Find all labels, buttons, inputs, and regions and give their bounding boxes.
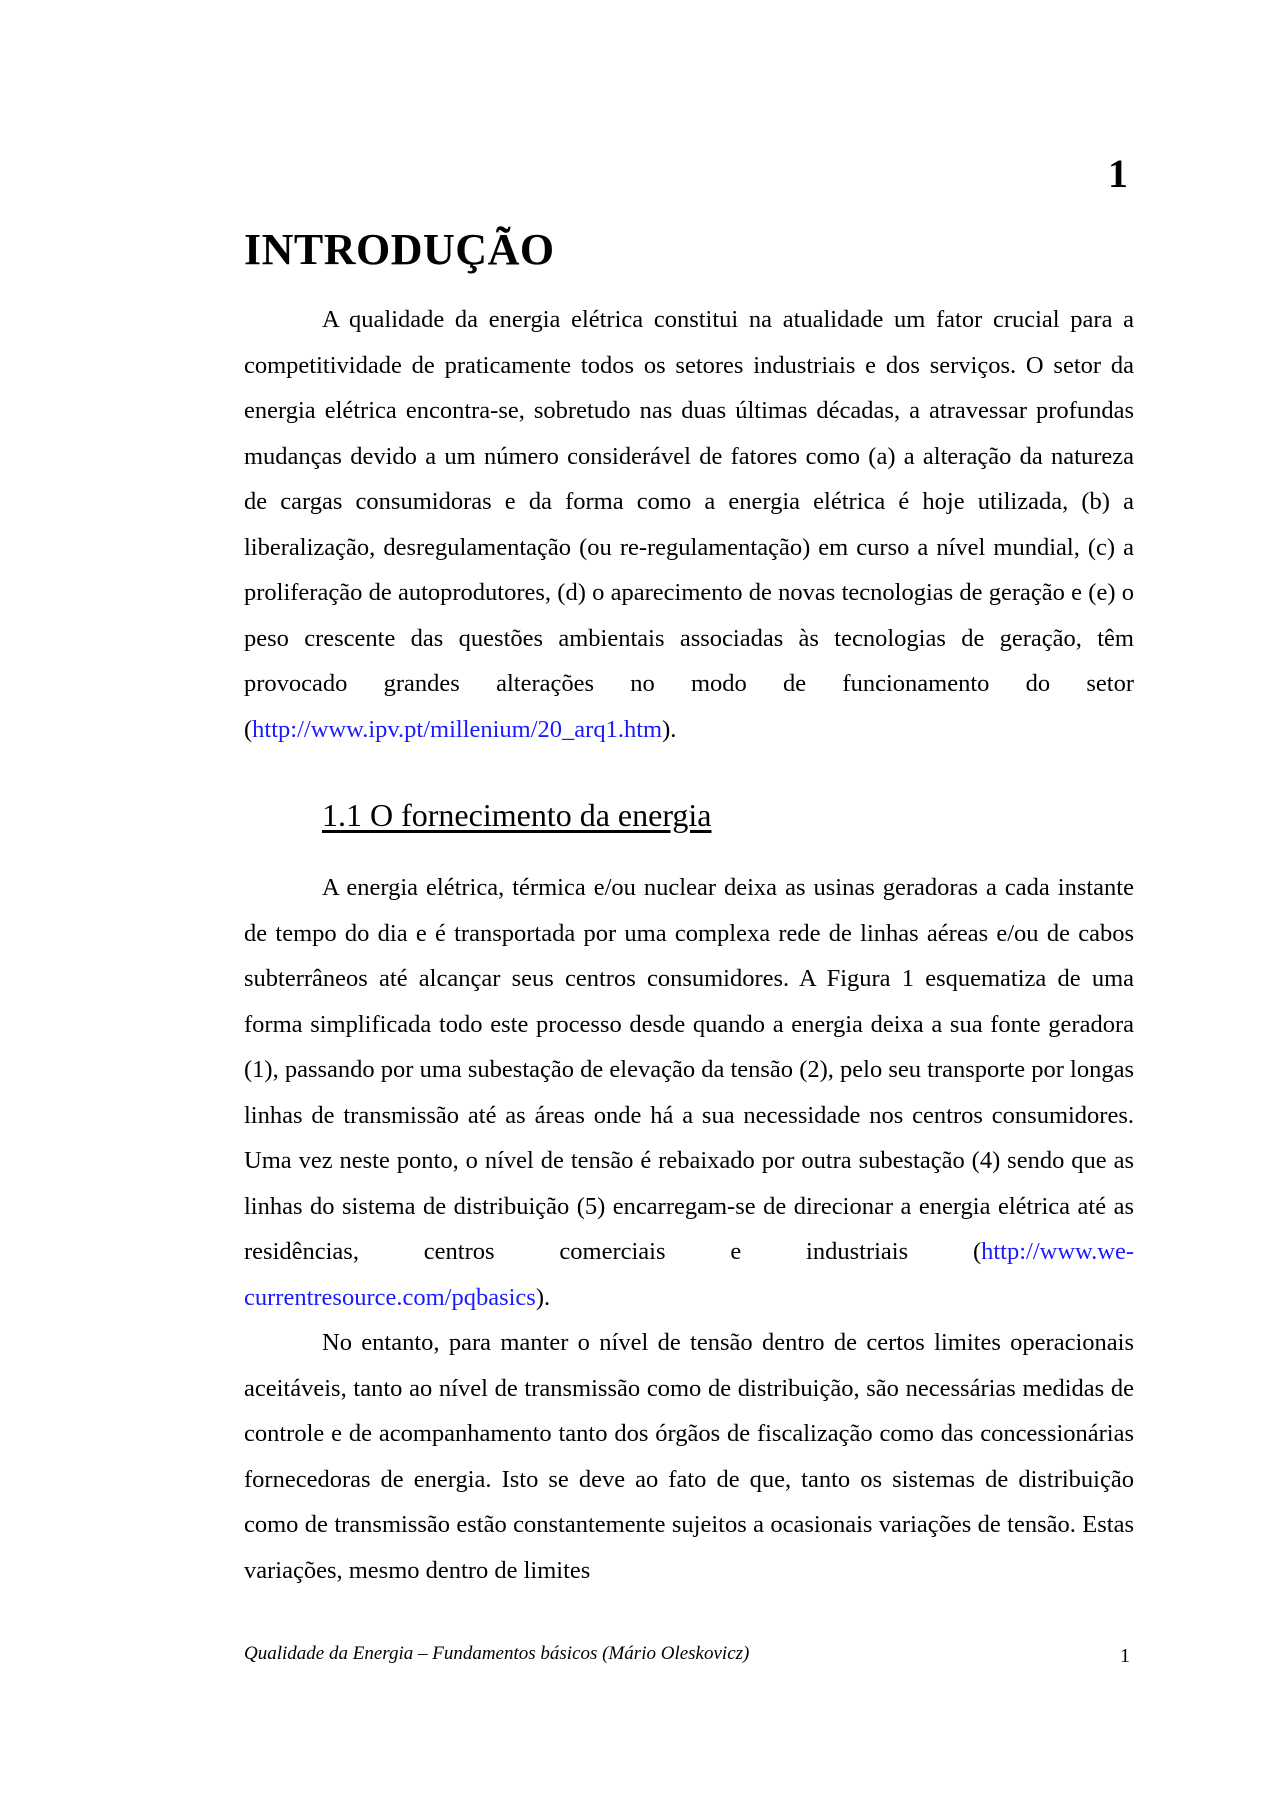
intro-paragraph xyxy=(244,297,1134,752)
intro-paragraph-text: A qualidade da energia elétrica constitui na atualidade um fator crucial para a competitividade de praticamente todos os setores industriais e dos serviços. O setor da energia elétrica encontra-se, sobretudo nas duas últimas décadas, a atravessar profundas mudanças devido a um número considerável de fatores como (a) a alteração da natureza de cargas consumidoras e da forma como a energia elétrica é hoje utilizada, (b) a liberalização, desregulamentação (ou re-regulamentação) em curso a nível mundial, (c) a proliferação de autoprodutores, (d) o aparecimento de novas tecnologias de geração e (e) o peso crescente das questões ambientais associadas às tecnologias de geração, têm provocado grandes alterações no modo de funcionamento do setor ( xyxy=(244,306,1134,743)
footer-text: Qualidade da Energia – Fundamentos básicos (Mário Oleskovicz) xyxy=(244,1643,750,1664)
page-number: 1 xyxy=(1120,1645,1130,1667)
section-paragraph-1-end: ). xyxy=(535,1283,551,1311)
section-paragraph-2: No entanto, para manter o nível de tensão dentro de certos limites operacionais aceitáveis, tanto ao nível de transmissão como de distribuição, são necessárias medidas de controle e de acompanhamento tanto dos órgãos de fiscalização como das concessionárias fornecedoras de energia. Isto se deve ao fato de que, tanto os sistemas de distribuição como de transmissão estão constantemente sujeitos a ocasionais variações de tensão. Estas variações, mesmo dentro de limites xyxy=(244,1329,1134,1584)
intro-reference-link[interactable]: http://www.ipv.pt/millenium/20_arq1.htm xyxy=(252,715,663,743)
intro-block xyxy=(244,297,1134,752)
section-paragraph-1-text: A energia elétrica, térmica e/ou nuclear deixa as usinas geradoras a cada instante de tempo do dia e é transportada por uma complexa rede de linhas aéreas e/ou de cabos subterrâneos até alcançar seus centros consumidores. A Figura 1 esquematiza de uma forma simplificada todo este processo desde quando a energia deixa a sua fonte geradora (1), passando por uma subestação de elevação da tensão (2), pelo seu transporte por longas linhas de transmissão até as áreas onde há a sua necessidade nos centros consumidores. Uma vez neste ponto, o nível de tensão é rebaixado por outra subestação (4) sendo que as linhas do sistema de distribuição (5) encarregam-se de direcionar a energia elétrica até as residências, centros comerciais e industriais ( xyxy=(244,874,1134,1265)
section-heading: 1.1 O fornecimento da energia xyxy=(322,797,712,833)
intro-paragraph-end: ). xyxy=(662,715,677,743)
section-block xyxy=(244,865,1134,1593)
chapter-title: INTRODUÇÃO xyxy=(244,225,555,274)
chapter-number: 1 xyxy=(1108,151,1128,196)
section-paragraph-1 xyxy=(244,865,1134,1320)
section-reference-link[interactable]: http://www.we-currentresource.com/pqbasics xyxy=(244,1238,1134,1311)
